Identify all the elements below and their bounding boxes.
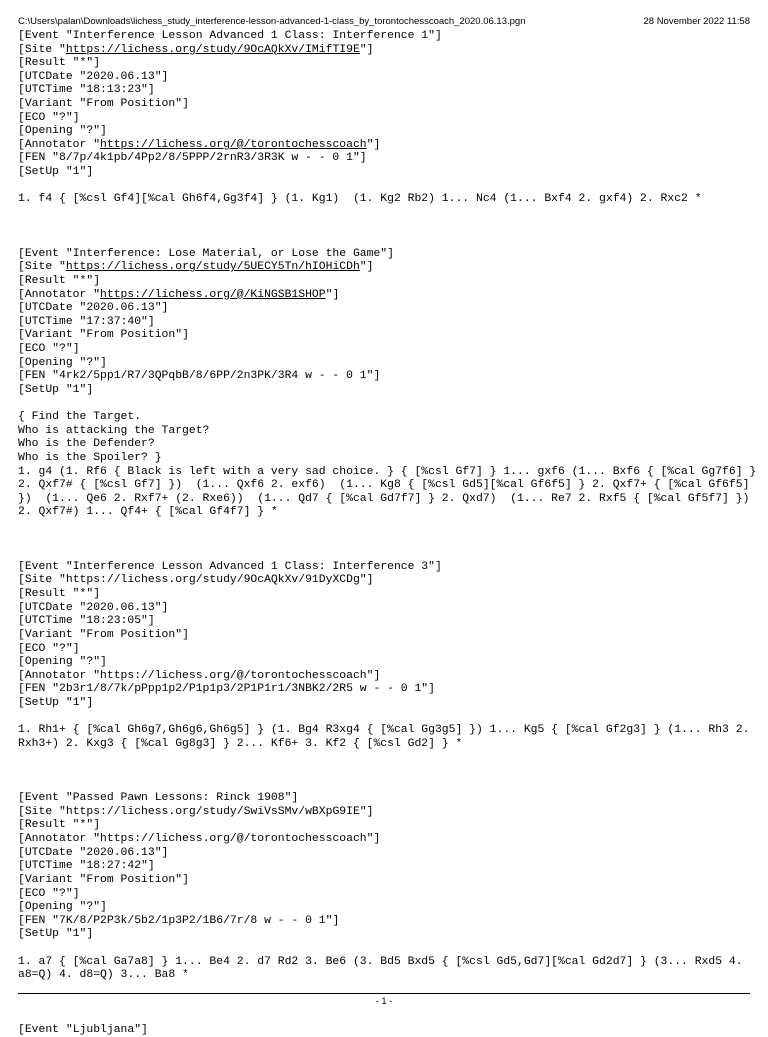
tag-prefix: [FEN ": [18, 914, 60, 927]
tag-value: 17:37:40: [86, 315, 142, 328]
tag-value: https://lichess.org/study/SwiVsSMv/wBXpG9IE: [65, 805, 360, 818]
blank-line: [18, 234, 758, 248]
comment-line: Who is the Defender?: [18, 438, 155, 451]
tag-prefix: [Annotator ": [18, 288, 101, 301]
pgn-tag-line: [18, 329, 758, 343]
tag-prefix: [UTCTime ": [18, 615, 87, 628]
tag-prefix: [SetUp ": [18, 166, 73, 179]
tag-prefix: [ECO ": [18, 343, 60, 356]
tag-value: *: [79, 274, 87, 287]
tag-suffix: "]: [154, 601, 169, 614]
pgn-tag-line: [18, 833, 758, 847]
tag-value: *: [79, 588, 87, 601]
tag-suffix: "]: [65, 111, 80, 124]
pgn-tag-line: [18, 125, 758, 139]
tag-prefix: [Opening ": [18, 656, 87, 669]
tag-suffix: "]: [86, 588, 101, 601]
pgn-tag-line: [18, 792, 758, 806]
tag-prefix: [Variant ": [18, 628, 87, 641]
pgn-tag-line: [18, 574, 758, 588]
move-text: 1. f4 { [%csl Gf4][%cal Gh6f4,Gg3f4] } (1. Kg1) (1. Kg2 Rb2) 1... Nc4 (1... Bxf4 2. gxf4) 2. Rxc2 *: [18, 193, 702, 206]
tag-prefix: [UTCTime ": [18, 860, 87, 873]
tag-value: From Position: [86, 628, 176, 641]
tag-prefix: [Opening ": [18, 125, 87, 138]
tag-prefix: [ECO ": [18, 642, 60, 655]
tag-suffix: "]: [86, 57, 101, 70]
tag-value: Interference: Lose Material, or Lose the Game: [72, 247, 381, 260]
pgn-tag-line: [18, 343, 758, 357]
pgn-tag-line: [18, 806, 758, 820]
tag-prefix: [SetUp ": [18, 928, 73, 941]
tag-suffix: "]: [175, 628, 189, 641]
pgn-tag-line: [18, 670, 758, 684]
tag-value: *: [79, 819, 87, 832]
tag-link[interactable]: https://lichess.org/study/5UECY5Tn/hIOHiCDh: [65, 261, 360, 274]
pgn-tag-line: [18, 561, 758, 575]
tag-suffix: "]: [79, 928, 94, 941]
pgn-tag-line: [18, 901, 758, 915]
tag-suffix: "]: [284, 792, 299, 805]
blank-line: [18, 520, 758, 534]
pgn-tag-line: [18, 697, 758, 711]
pgn-tag-line: [18, 615, 758, 629]
tag-value: ?: [86, 901, 94, 914]
pgn-tag-line: [18, 316, 758, 330]
pgn-tag-line: [18, 302, 758, 316]
tag-suffix: "]: [428, 560, 442, 573]
tag-prefix: [Annotator ": [18, 669, 101, 682]
tag-value: Ljubljana: [72, 1023, 135, 1036]
tag-suffix: "]: [79, 166, 94, 179]
tag-suffix: "]: [79, 696, 94, 709]
tag-prefix: [Site ": [18, 805, 66, 818]
tag-value: https://lichess.org/@/torontochesscoach: [100, 669, 367, 682]
tag-suffix: "]: [366, 833, 381, 846]
pgn-tag-line: [18, 819, 758, 833]
tag-value: From Position: [86, 98, 176, 111]
tag-prefix: [FEN ": [18, 370, 60, 383]
blank-line: [18, 397, 758, 411]
tag-value: 2020.06.13: [86, 302, 155, 315]
tag-prefix: [Event ": [18, 792, 73, 805]
blank-line: [18, 751, 758, 765]
tag-prefix: [UTCTime ": [18, 315, 87, 328]
tag-link[interactable]: https://lichess.org/study/9OcAQkXv/IMifTI9E: [65, 43, 360, 56]
pgn-tag-line: [18, 602, 758, 616]
blank-line: [18, 711, 758, 725]
tag-value: 2020.06.13: [86, 601, 155, 614]
tag-value: 18:13:23: [86, 84, 142, 97]
tag-value: 2020.06.13: [86, 846, 155, 859]
comment-line: Who is the Spoiler? }: [18, 451, 162, 464]
blank-line: [18, 221, 758, 235]
tag-value: 4rk2/5pp1/R7/3QPqbB/8/6PP/2n3PK/3R4 w - - 0 1: [59, 370, 367, 383]
blank-line: [18, 765, 758, 779]
tag-suffix: "]: [141, 315, 155, 328]
blank-line: [18, 180, 758, 194]
tag-suffix: "]: [428, 30, 442, 42]
pgn-tag-line: [18, 888, 758, 902]
tag-value: *: [79, 57, 87, 70]
comment-line: { Find the Target.: [18, 411, 142, 424]
tag-suffix: "]: [93, 125, 107, 138]
tag-prefix: [Event ": [18, 247, 73, 260]
tag-value: Passed Pawn Lessons: Rinck 1908: [72, 792, 285, 805]
pgn-tag-line: [18, 152, 758, 166]
pgn-tag-line: [18, 139, 758, 153]
tag-suffix: "]: [359, 805, 374, 818]
pgn-tag-line: [18, 112, 758, 126]
pgn-tag-line: [18, 275, 758, 289]
tag-prefix: [UTCDate ": [18, 601, 87, 614]
tag-suffix: "]: [325, 914, 340, 927]
tag-prefix: [SetUp ": [18, 696, 73, 709]
footer-divider: [18, 993, 750, 994]
blank-line: [18, 983, 758, 997]
tag-prefix: [Site ": [18, 574, 66, 587]
tag-value: ?: [86, 656, 94, 669]
tag-suffix: "]: [141, 84, 155, 97]
tag-link[interactable]: https://lichess.org/@/KiNGSB1SHOP: [100, 288, 326, 301]
tag-value: 2020.06.13: [86, 70, 155, 83]
file-path: C:\Users\palan\Downloads\lichess_study_interference-lesson-advanced-1-class_by_torontochesscoach_2020.06.13.pgn: [18, 15, 526, 27]
tag-value: 18:23:05: [86, 615, 142, 628]
tag-value: 1: [72, 383, 80, 396]
tag-prefix: [FEN ": [18, 683, 60, 696]
tag-suffix: "]: [359, 43, 374, 56]
tag-prefix: [Result ": [18, 819, 80, 832]
tag-value: 7K/8/P2P3k/5b2/1p3P2/1B6/7r/8 w - - 0 1: [59, 914, 326, 927]
blank-line: [18, 779, 758, 793]
blank-line: [18, 942, 758, 956]
pgn-tag-line: [18, 860, 758, 874]
tag-suffix: "]: [141, 615, 155, 628]
tag-value: From Position: [86, 329, 176, 342]
pgn-tag-line: [18, 289, 758, 303]
pgn-tag-line: [18, 588, 758, 602]
pgn-tag-line: [18, 915, 758, 929]
tag-suffix: "]: [86, 274, 101, 287]
pgn-tag-line: [18, 847, 758, 861]
tag-value: 1: [72, 166, 80, 179]
tag-prefix: [UTCDate ": [18, 302, 87, 315]
pgn-tag-line: [18, 248, 758, 262]
tag-suffix: "]: [65, 343, 80, 356]
tag-value: ?: [86, 125, 94, 138]
tag-suffix: "]: [65, 642, 80, 655]
pgn-tag-line: [18, 30, 758, 44]
tag-suffix: "]: [175, 98, 189, 111]
tag-prefix: [Event ": [18, 560, 73, 573]
tag-value: 1: [72, 928, 80, 941]
blank-line: [18, 547, 758, 561]
pgn-tag-line: [18, 629, 758, 643]
tag-suffix: "]: [141, 860, 155, 873]
tag-prefix: [Result ": [18, 588, 80, 601]
blank-line: [18, 1010, 758, 1024]
comment-line: Who is attacking the Target?: [18, 424, 210, 437]
page-number: - 1 -: [375, 996, 392, 1006]
tag-value: ?: [59, 642, 66, 655]
tag-suffix: "]: [93, 656, 107, 669]
tag-value: 1: [72, 696, 80, 709]
tag-value: ?: [59, 111, 66, 124]
tag-value: ?: [59, 343, 66, 356]
tag-link[interactable]: https://lichess.org/@/torontochesscoach: [100, 138, 367, 151]
print-header: [18, 13, 750, 29]
tag-value: https://lichess.org/study/9OcAQkXv/91DyXCDg: [65, 574, 360, 587]
tag-suffix: "]: [175, 873, 189, 886]
tag-prefix: [Variant ": [18, 329, 87, 342]
tag-suffix: "]: [134, 1023, 148, 1036]
tag-prefix: [Event ": [18, 30, 73, 42]
pgn-tag-line: [18, 874, 758, 888]
tag-suffix: "]: [65, 887, 80, 900]
tag-prefix: [Site ": [18, 43, 66, 56]
tag-value: 2b3r1/8/7k/pPpp1p2/P1p1p3/2P1P1r1/3NBK2/2R5 w - - 0 1: [59, 683, 422, 696]
tag-prefix: [Result ": [18, 274, 80, 287]
move-text: 1. Rh1+ { [%cal Gh6g7,Gh6g6,Gh6g5] } (1. Bg4 R3xg4 { [%cal Gg3g5] }) 1... Kg5 { [%cal Gf2g3] } (1... Rh3 2. Rxh3+) 2. Kxg3 { [%cal Gg8g3] } 2... Kf6+ 3. Kf2 { [%csl Gd2] } *: [18, 724, 757, 750]
tag-prefix: [Annotator ": [18, 833, 101, 846]
tag-suffix: "]: [93, 356, 107, 369]
move-text: 1. g4 (1. Rf6 { Black is left with a very sad choice. } { [%csl Gf7] } 1... gxf6 (1... Bxf6 { [%cal Gg7f6] } 2. Qxf7# { [%csl Gf7] }) (1... Qxf6 2. exf6) (1... Kg8 { [%csl Gd5][%cal Gf6f5] } 2. Qxf7+ { [%cal Gf6f5] }) (1... Qe6 2. Rxf7+ (2. Rxe6)) (1... Qd7 { [%cal Gd7f7] } 2. Qxd7) (1... Re7 2. Rxf5 { [%cal Gf5f7] }) 2. Qxf7#) 1... Qf4+ { [%cal Gf4f7] } *: [18, 465, 764, 519]
blank-line: [18, 207, 758, 221]
tag-prefix: [Opening ": [18, 901, 87, 914]
tag-value: ?: [86, 356, 94, 369]
pgn-tag-line: [18, 683, 758, 697]
tag-value: ?: [59, 887, 66, 900]
pgn-tag-line: [18, 44, 758, 58]
tag-prefix: [UTCTime ": [18, 84, 87, 97]
tag-suffix: "]: [93, 901, 107, 914]
pgn-tag-line: [18, 384, 758, 398]
tag-value: From Position: [86, 873, 176, 886]
tag-prefix: [ECO ": [18, 887, 60, 900]
tag-prefix: [Annotator ": [18, 138, 101, 151]
tag-value: 8/7p/4k1pb/4Pp2/8/5PPP/2rnR3/3R3K w - - 0 1: [59, 152, 353, 165]
pgn-tag-line: [18, 643, 758, 657]
tag-prefix: [UTCDate ": [18, 70, 87, 83]
tag-value: Interference Lesson Advanced 1 Class: Interference 1: [72, 30, 429, 42]
pgn-tag-line: [18, 1024, 758, 1037]
tag-prefix: [ECO ": [18, 111, 60, 124]
pgn-tag-line: [18, 84, 758, 98]
tag-value: 18:27:42: [86, 860, 142, 873]
pgn-tag-line: [18, 57, 758, 71]
tag-prefix: [SetUp ": [18, 383, 73, 396]
print-date: 28 November 2022 11:58: [643, 15, 750, 27]
tag-suffix: "]: [366, 370, 381, 383]
tag-value: https://lichess.org/@/torontochesscoach: [100, 833, 367, 846]
tag-suffix: "]: [421, 683, 435, 696]
tag-prefix: [FEN ": [18, 152, 60, 165]
tag-prefix: [Result ": [18, 57, 80, 70]
pgn-document: [18, 30, 764, 1037]
tag-suffix: "]: [359, 574, 374, 587]
tag-suffix: "]: [366, 669, 381, 682]
tag-prefix: [UTCDate ": [18, 846, 87, 859]
pgn-tag-line: [18, 98, 758, 112]
tag-suffix: "]: [325, 288, 340, 301]
tag-prefix: [Variant ": [18, 98, 87, 111]
tag-suffix: "]: [366, 138, 381, 151]
tag-suffix: "]: [352, 152, 367, 165]
tag-suffix: "]: [154, 302, 169, 315]
tag-suffix: "]: [359, 261, 374, 274]
pgn-tag-line: [18, 357, 758, 371]
tag-prefix: [Site ": [18, 261, 66, 274]
tag-suffix: "]: [79, 383, 94, 396]
pgn-tag-line: [18, 261, 758, 275]
pgn-tag-line: [18, 370, 758, 384]
tag-suffix: "]: [175, 329, 189, 342]
blank-line: [18, 534, 758, 548]
tag-suffix: "]: [154, 70, 169, 83]
tag-suffix: "]: [380, 247, 394, 260]
tag-prefix: [Opening ": [18, 356, 87, 369]
tag-suffix: "]: [154, 846, 169, 859]
pgn-tag-line: [18, 656, 758, 670]
move-text: 1. a7 { [%cal Ga7a8] } 1... Be4 2. d7 Rd2 3. Be6 (3. Bd5 Bxd5 { [%csl Gd5,Gd7][%cal Gd2d7] } (3... Rxd5 4. a8=Q) 4. d8=Q) 3... Ba8 *: [18, 955, 750, 982]
tag-prefix: [Variant ": [18, 873, 87, 886]
pgn-tag-line: [18, 71, 758, 85]
pgn-tag-line: [18, 928, 758, 942]
tag-suffix: "]: [86, 819, 101, 832]
tag-value: Interference Lesson Advanced 1 Class: Interference 3: [72, 560, 429, 573]
pgn-tag-line: [18, 166, 758, 180]
tag-prefix: [Event ": [18, 1023, 73, 1036]
